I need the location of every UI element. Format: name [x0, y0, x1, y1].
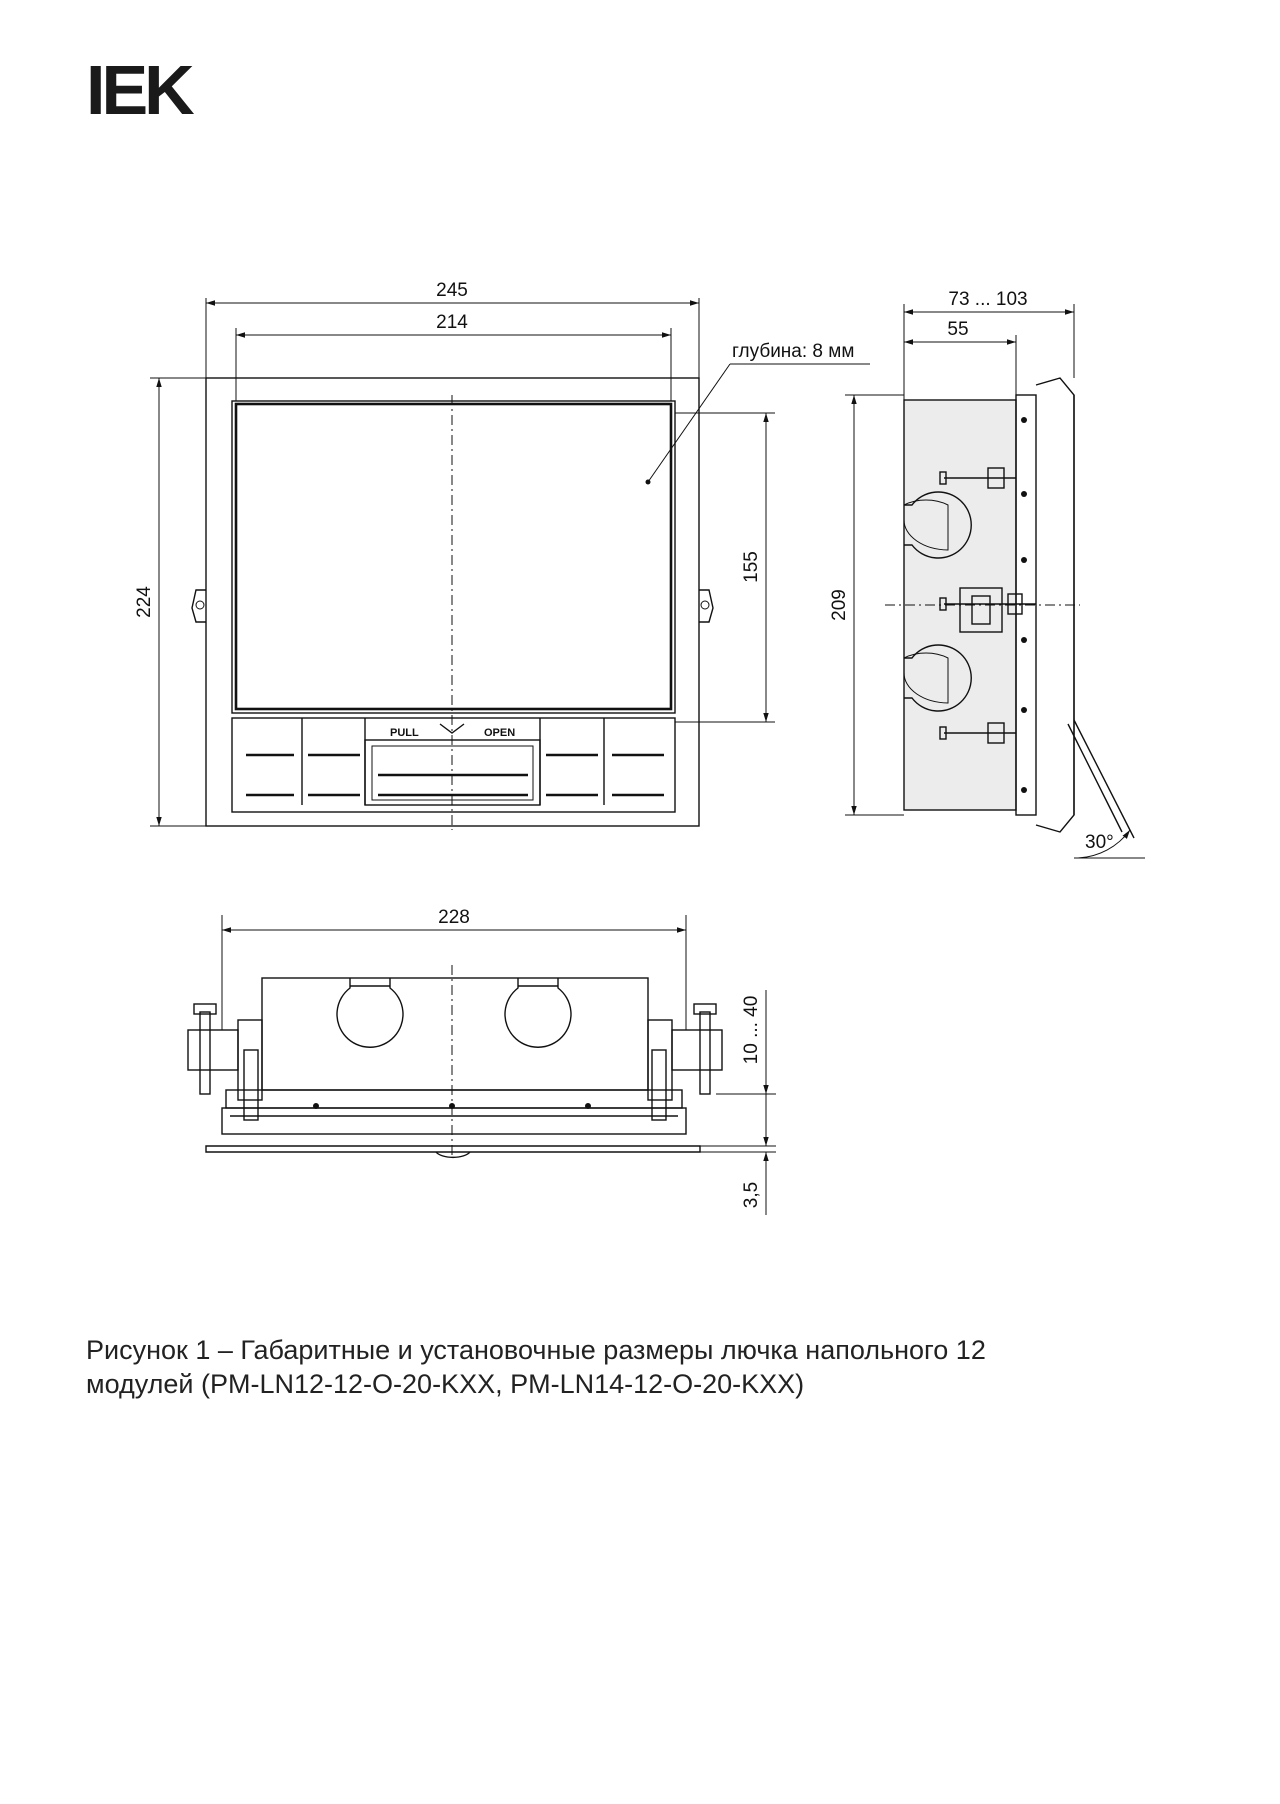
pull-label: PULL	[390, 727, 419, 739]
figure-caption	[86, 1333, 1206, 1401]
angle-label: 30°	[1085, 832, 1114, 853]
bottom-box-body	[262, 978, 648, 1090]
caption-line-2: модулей (PM-LN12-12-O-20-KXX, PM-LN14-12-O-20-KXX)	[86, 1369, 805, 1399]
open-label: OPEN	[484, 727, 516, 739]
lid	[232, 401, 675, 713]
dim-outer-width: 245	[436, 280, 468, 301]
lid-inner-border	[236, 404, 671, 709]
front-view	[134, 280, 870, 830]
dim-total-depth: 73 ... 103	[948, 289, 1028, 310]
right-clamp	[648, 1004, 722, 1120]
dim-bottom-width: 228	[438, 907, 470, 928]
pull-open-arrow	[440, 724, 464, 733]
bottom-lid-edge	[206, 1146, 700, 1152]
bottom-knockout-right	[505, 978, 571, 1047]
depth-note: глубина: 8 мм	[732, 341, 855, 362]
dim-adjust: 10 ... 40	[741, 995, 762, 1065]
bottom-knockout-left	[337, 978, 403, 1047]
dim-outer-height: 224	[134, 586, 155, 618]
dim-inner-width: 214	[436, 312, 468, 333]
left-clamp	[188, 1004, 262, 1120]
bottom-frame	[222, 1108, 686, 1134]
dim-height: 209	[829, 589, 850, 621]
side-view	[829, 289, 1145, 858]
depth-leader	[648, 364, 730, 482]
dim-frame: 3,5	[741, 1181, 762, 1209]
bottom-view	[188, 907, 776, 1215]
dim-box-depth: 55	[947, 319, 969, 340]
dim-lid-height: 155	[741, 551, 762, 583]
opened-lid-line	[1074, 720, 1134, 838]
logo-text: IEK	[86, 60, 191, 120]
caption-line-1: Рисунок 1 – Габаритные и установочные размеры лючка напольного 12	[86, 1335, 986, 1365]
